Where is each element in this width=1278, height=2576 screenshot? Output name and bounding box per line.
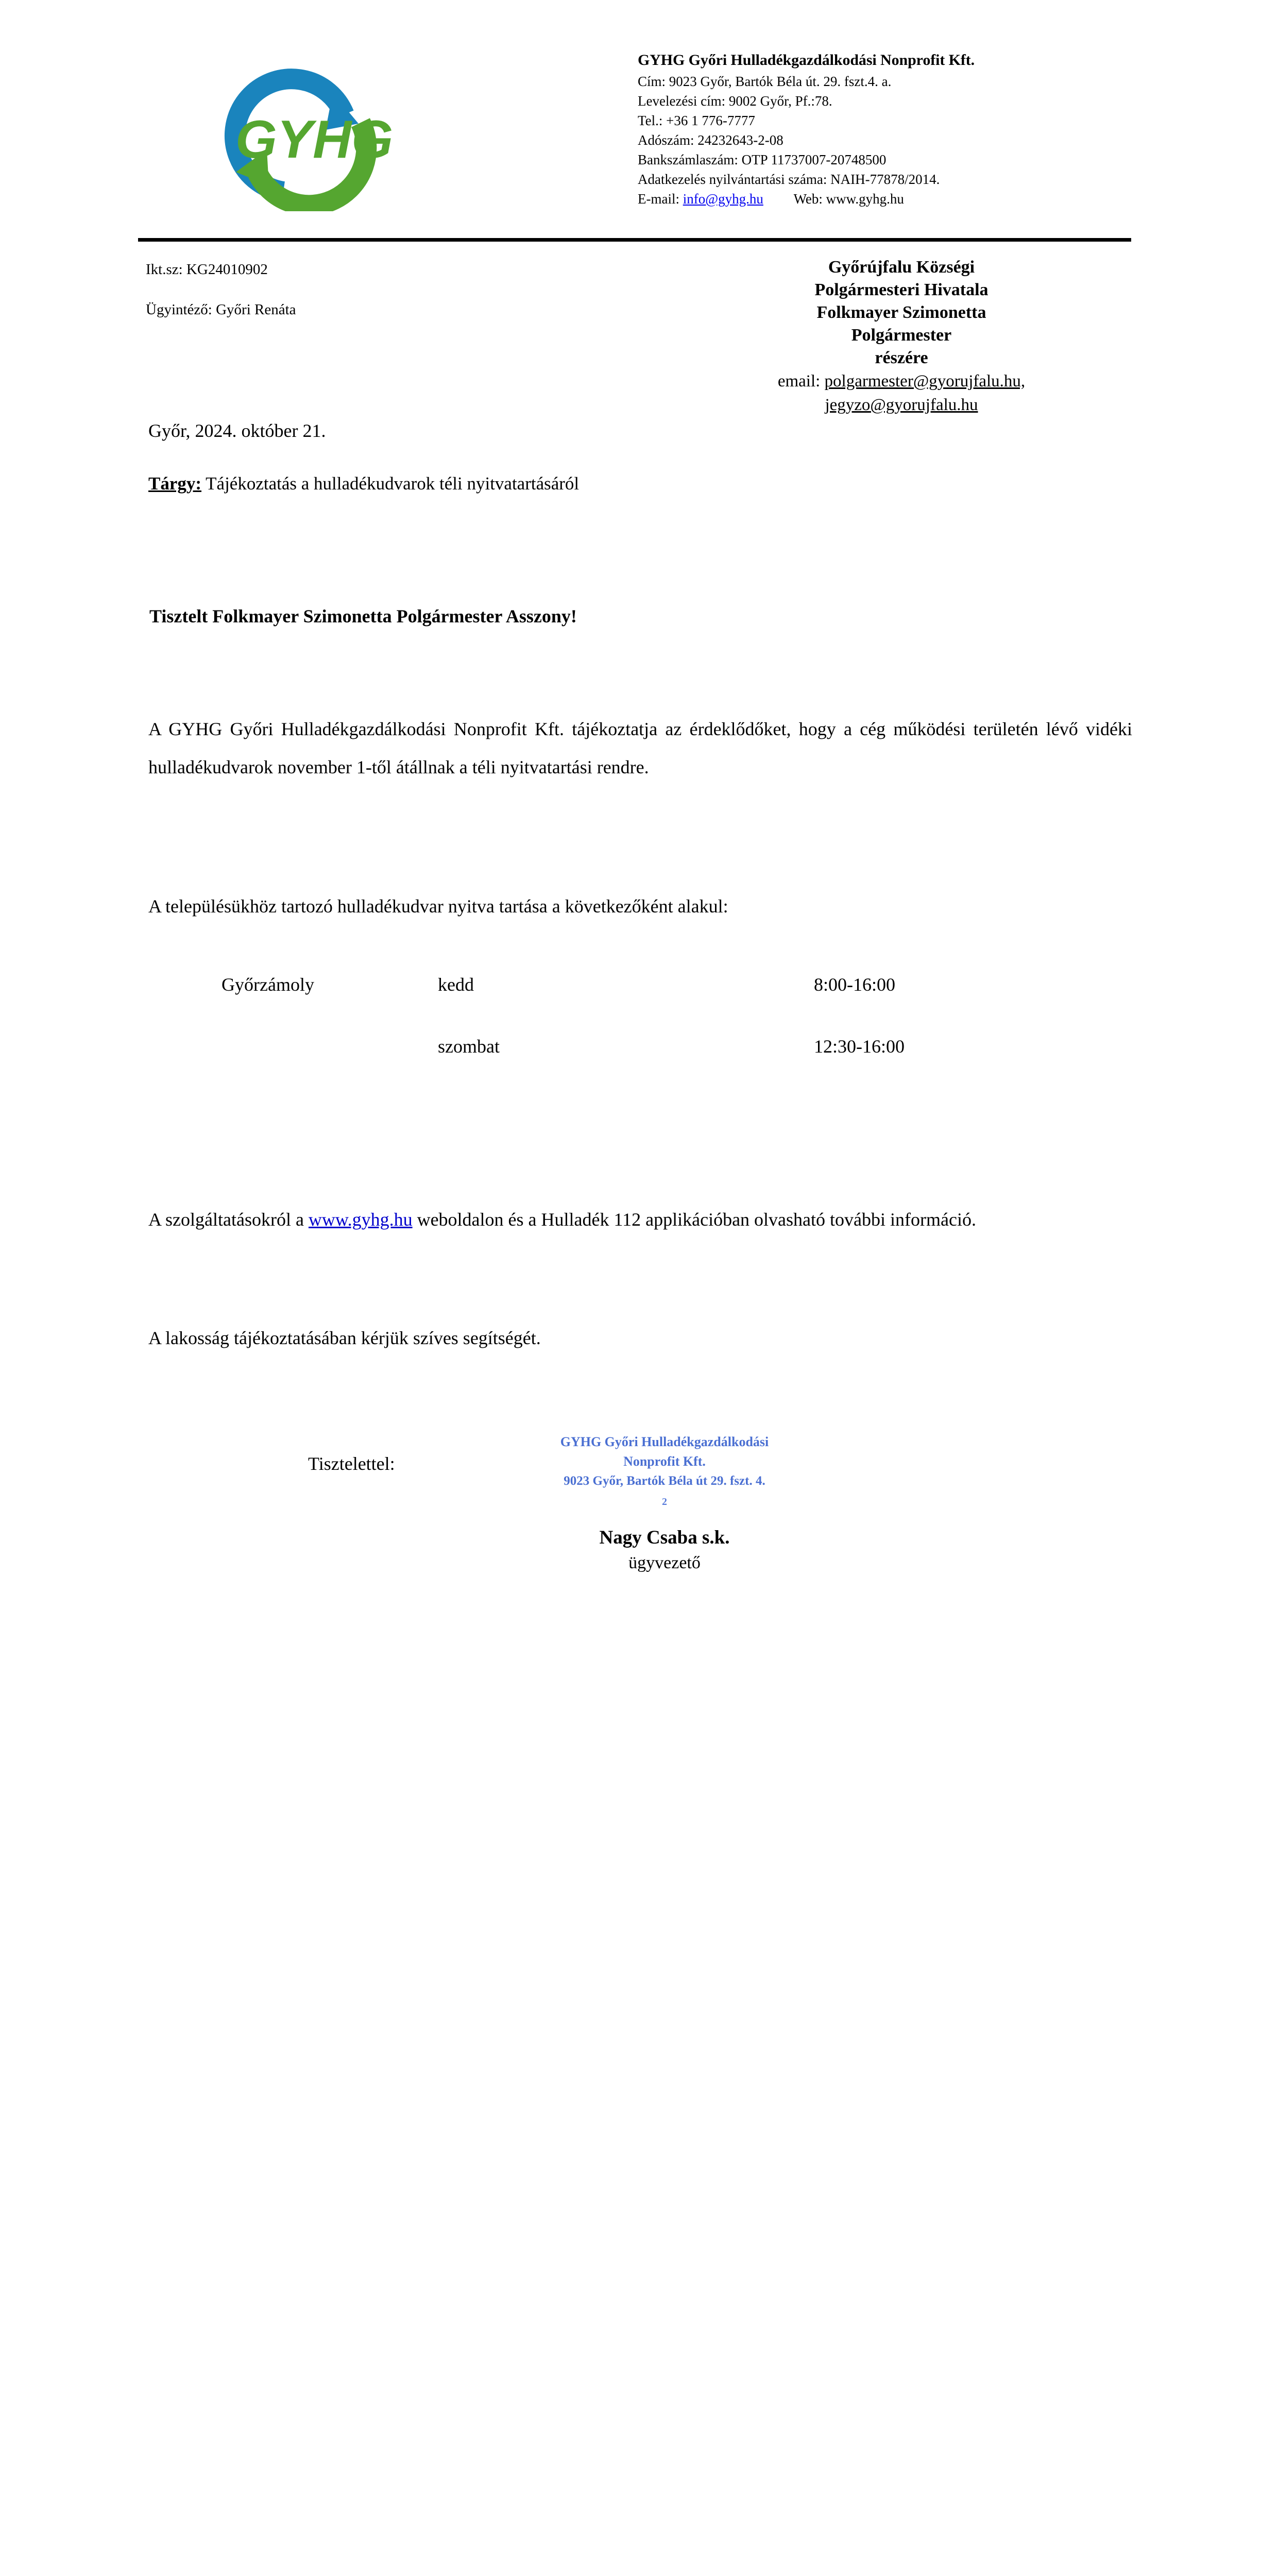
- addressee-email-2[interactable]: jegyzo@gyorujfalu.hu: [825, 396, 978, 414]
- letterhead: [0, 0, 1278, 242]
- letter-greeting: Tisztelt Folkmayer Szimonetta Polgármester Asszony!: [149, 606, 577, 626]
- paragraph-3-before: A szolgáltatásokról a: [148, 1209, 309, 1230]
- registry-number: Ikt.sz: KG24010902: [146, 261, 268, 278]
- subject-text: Tájékoztatás a hulladékudvarok téli nyitvatartásáról: [206, 473, 580, 494]
- signer-role: ügyvezető: [628, 1553, 701, 1572]
- footer: [0, 1638, 1278, 1807]
- body-paragraph-4: A lakosság tájékoztatásában kérjük szíves segítségét.: [148, 1328, 541, 1348]
- stamp-line-3: 9023 Győr, Bartók Béla út 29. fszt. 4.: [564, 1474, 765, 1488]
- company-web: Web: www.gyhg.hu: [793, 191, 904, 207]
- addressee-email-line-2: [670, 393, 1133, 417]
- company-email-link[interactable]: info@gyhg.hu: [683, 191, 763, 207]
- schedule-place: [221, 1036, 438, 1057]
- addressee-email-line: [670, 369, 1133, 393]
- company-data-registration: Adatkezelés nyilvántartási száma: NAIH-77878/2014.: [638, 172, 940, 187]
- table-row: [221, 974, 994, 1036]
- gyhg-logo-text: GYHG: [235, 110, 394, 170]
- body-paragraph-1: A GYHG Győri Hulladékgazdálkodási Nonprofit Kft. tájékoztatja az érdeklődőket, hogy a cég működési területén lévő vidéki hulladékudvarok november 1-től átállnak a téli nyitvatartási rendre.: [148, 719, 1132, 777]
- signature-block: [515, 1525, 814, 1575]
- body-paragraph-2: A településükhöz tartozó hulladékudvar nyitva tartása a következőként alakul:: [148, 896, 728, 917]
- company-stamp: [515, 1432, 814, 1512]
- case-handler: Ügyintéző: Győri Renáta: [146, 301, 296, 318]
- paragraph-3-after: weboldalon és a Hulladék 112 applikációban olvasható további információ.: [412, 1209, 976, 1230]
- email-label: E-mail:: [638, 191, 679, 207]
- schedule-day: kedd: [438, 974, 474, 995]
- company-name: GYHG Győri Hulladékgazdálkodási Nonprofit Kft.: [638, 52, 975, 69]
- addressee-block: [670, 256, 1133, 417]
- schedule-place: Győrzámoly: [221, 974, 314, 995]
- company-mailing-address: Levelezési cím: 9002 Győr, Pf.:78.: [638, 93, 832, 109]
- table-row: [221, 1036, 994, 1057]
- addressee-email-label: email:: [777, 372, 821, 391]
- company-bank-account: Bankszámlaszám: OTP 11737007-20748500: [638, 152, 887, 167]
- reference-block: [146, 260, 568, 319]
- addressee-email-1[interactable]: polgarmester@gyorujfalu.hu,: [824, 372, 1026, 391]
- schedule-day: szombat: [438, 1036, 500, 1057]
- gyhg-logo: [206, 57, 422, 211]
- schedule-hours: 12:30-16:00: [814, 1036, 905, 1057]
- letter-date: Győr, 2024. október 21.: [148, 420, 326, 441]
- subject-label: Tárgy:: [148, 473, 202, 494]
- stamp-line-2: Nonprofit Kft.: [623, 1454, 706, 1469]
- stamp-line-1: GYHG Győri Hulladékgazdálkodási: [560, 1434, 769, 1449]
- addressee-line-4: Polgármester: [851, 326, 952, 345]
- gyhg-website-link[interactable]: www.gyhg.hu: [308, 1209, 413, 1230]
- company-address: Cím: 9023 Győr, Bartók Béla út. 29. fszt.4. a.: [638, 74, 892, 89]
- stamp-mark: 2: [662, 1496, 667, 1507]
- company-phone: Tel.: +36 1 776-7777: [638, 113, 755, 128]
- header-divider: [138, 238, 1131, 242]
- schedule-hours: 8:00-16:00: [814, 974, 895, 995]
- opening-hours-table: [221, 974, 994, 1057]
- addressee-line-1: Győrújfalu Községi: [828, 258, 975, 277]
- addressee-line-5: részére: [875, 348, 928, 367]
- company-tax-number: Adószám: 24232643-2-08: [638, 132, 783, 148]
- addressee-line-2: Polgármesteri Hivatala: [814, 280, 989, 299]
- regards-text: Tisztelettel:: [308, 1453, 395, 1474]
- signer-name: Nagy Csaba s.k.: [599, 1527, 730, 1548]
- addressee-line-3: Folkmayer Szimonetta: [816, 303, 986, 322]
- company-email-row: [638, 189, 1204, 209]
- letter-subject: [148, 470, 633, 497]
- company-contact-block: [638, 49, 1204, 209]
- body-paragraph-3: [148, 1200, 1132, 1239]
